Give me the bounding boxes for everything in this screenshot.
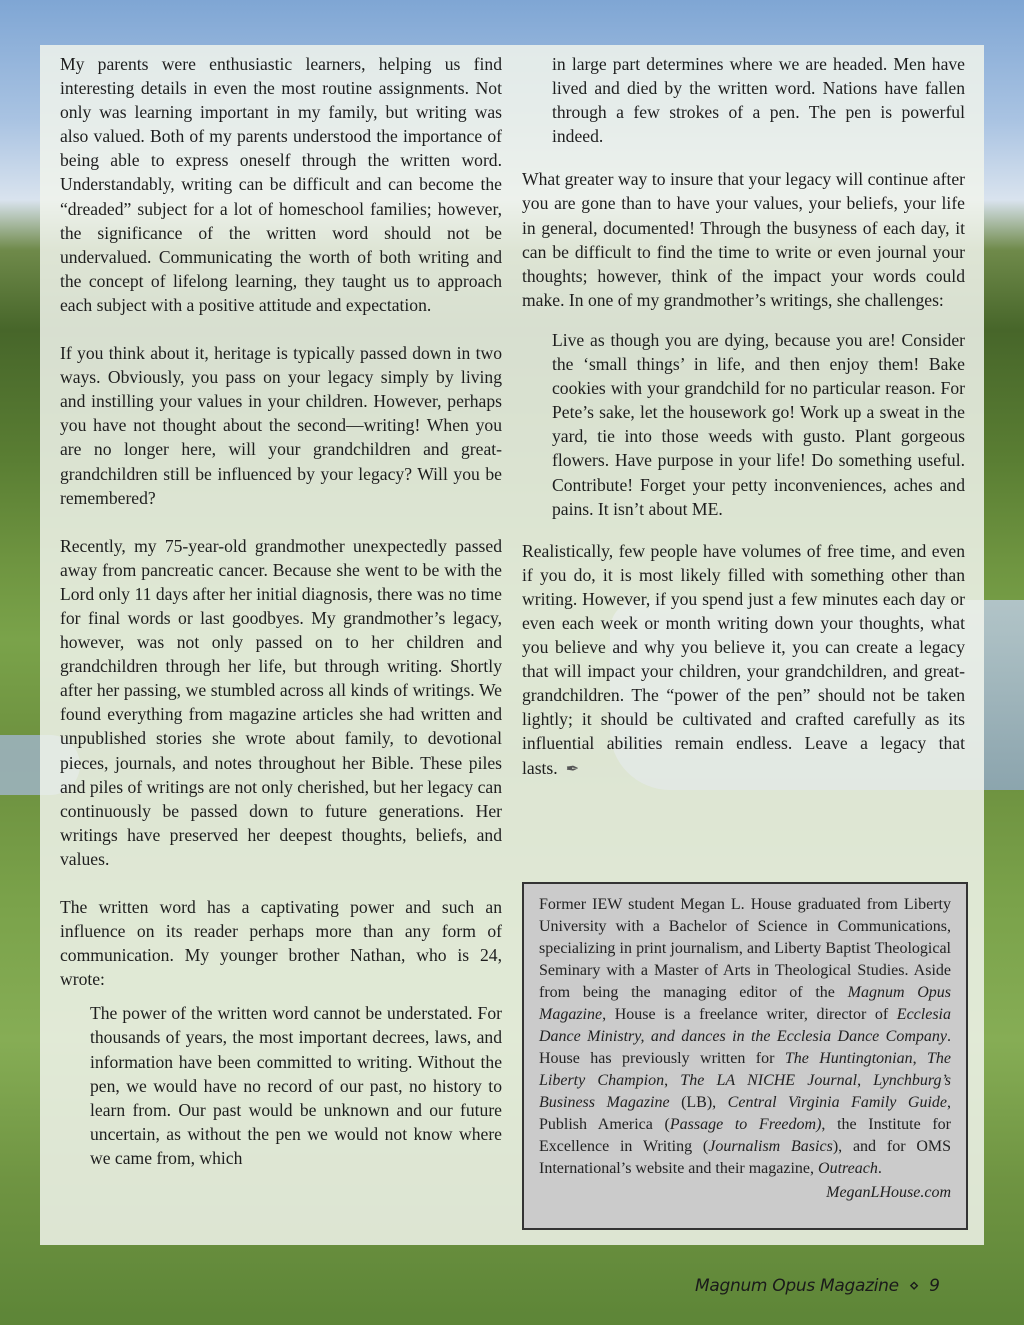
magazine-name: Magnum Opus Magazine — [695, 1276, 899, 1296]
paragraph: What greater way to insure that your legacy will continue after you are gone than to have your values, your beliefs, your life in general, documented! Through the busyness of each day, it can be difficult to find the time to write or even journal your thoughts; however, think of the impact your words could make. In one of my grandmother’s writings, she challenges: — [522, 169, 965, 310]
block-quote-continued: in large part determines where we are headed. Men have lived and died by the written word. Nations have fallen through a few strokes of a pen. The pen is powerful indeed. — [552, 54, 965, 147]
author-website-link[interactable]: MeganLHouse.com — [826, 1184, 951, 1201]
paragraph: My parents were enthusiastic learners, helping us find interesting details in even the most routine assignments. Not only was learning important in my family, but writing was also valued. Both of my parents understood the importance of being able to express oneself through the written word. Understandably, writing can be difficult and can become the “dreaded” subject for a lot of homeschool families; however, the significance of the written word should not be undervalued. Communicating the worth of both writing and the concept of lifelong learning, they taught us to approach each subject with a positive attitude and expectation. — [60, 54, 502, 315]
footer-separator: ⋄ — [908, 1276, 920, 1296]
page-footer — [695, 1276, 975, 1296]
page-number: 9 — [929, 1276, 940, 1296]
paragraph — [522, 539, 965, 782]
paragraph: The written word has a captivating power and such an influence on its reader perhaps more than any form of communication. My younger brother Nathan, who is 24, wrote: — [60, 897, 502, 990]
paragraph: If you think about it, heritage is typically passed down in two ways. Obviously, you pass on your legacy simply by living and instilling your values in your children. However, perhaps you have not thought about the second—writing! When you are no longer here, will your grandchildren and great-grandchildren still be influenced by your legacy? Will you be remembered? — [60, 343, 502, 508]
block-quote: Live as though you are dying, because you are! Consider the ‘small things’ in life, and then enjoy them! Bake cookies with your grandchild for no particular reason. For Pete’s sake, let the housework go! Work up a sweat in the yard, tie into those weeds with gusto. Plant gorgeous flowers. Have purpose in your life! Do something useful. Contribute! Forget your petty inconveniences, aches and pains. It isn’t about ME. — [552, 329, 965, 519]
right-column — [522, 52, 965, 806]
closing-paragraph-text: Realistically, few people have volumes of free time, and even if you do, it is most likely filled with something other than writing. However, if you spend just a few minutes each day or even each week or month writing down your thoughts, what you believe and why you believe it, you can create a legacy that will impact your children, your grandchildren, and great-grandchildren. The “power of the pen” should not be taken lightly; it should be cultivated and crafted carefully as its influential abilities remain endless. Leave a legacy that lasts. — [522, 540, 965, 778]
author-bio: Former IEW student Megan L. House graduated from Liberty University with a Bachelor of Science in Communications, specializing in print journalism, and Liberty Baptist Theological Seminary with a Master of Arts in Theological Studies. Aside from being the managing editor of the Magnum Opus Magazine, House is a freelance writer, director of Ecclesia Dance Ministry, and dances in the Ecclesia Dance Company. House has previously written for The Huntingtonian, The Liberty Champion, The LA NICHE Journal, Lynchburg’s Business Magazine (LB), Central Virginia Family Guide, Publish America (Passage to Freedom), the Institute for Excellence in Writing (Journalism Basics), and for OMS International’s website and their magazine, Outreach. — [539, 896, 952, 1177]
quill-icon: ✒ — [565, 760, 580, 778]
author-bio-box — [522, 882, 968, 1230]
block-quote: The power of the written word cannot be understated. For thousands of years, the most important decrees, laws, and information have been committed to writing. Without the pen, we would have no record of our past, no history to learn from. Our past would be unknown and our future uncertain, as without the pen we would not know where we came from, which — [90, 1003, 502, 1168]
paragraph: Recently, my 75-year-old grandmother unexpectedly passed away from pancreatic cancer. Because she went to be with the Lord only 11 days after her initial diagnosis, there was no time for final words or last goodbyes. My grandmother’s legacy, however, was not only passed on to her children and grandchildren through her life, but through writing. Shortly after her passing, we stumbled across all kinds of writings. We found everything from magazine articles she had written and unpublished stories she wrote about family, to devotional pieces, journals, and notes throughout her Bible. These piles and piles of writings are not only cherished, but her legacy can continuously be passed down to future generations. Her writings have preserved her deepest thoughts, beliefs, and values. — [60, 535, 502, 869]
left-column — [60, 52, 502, 1194]
